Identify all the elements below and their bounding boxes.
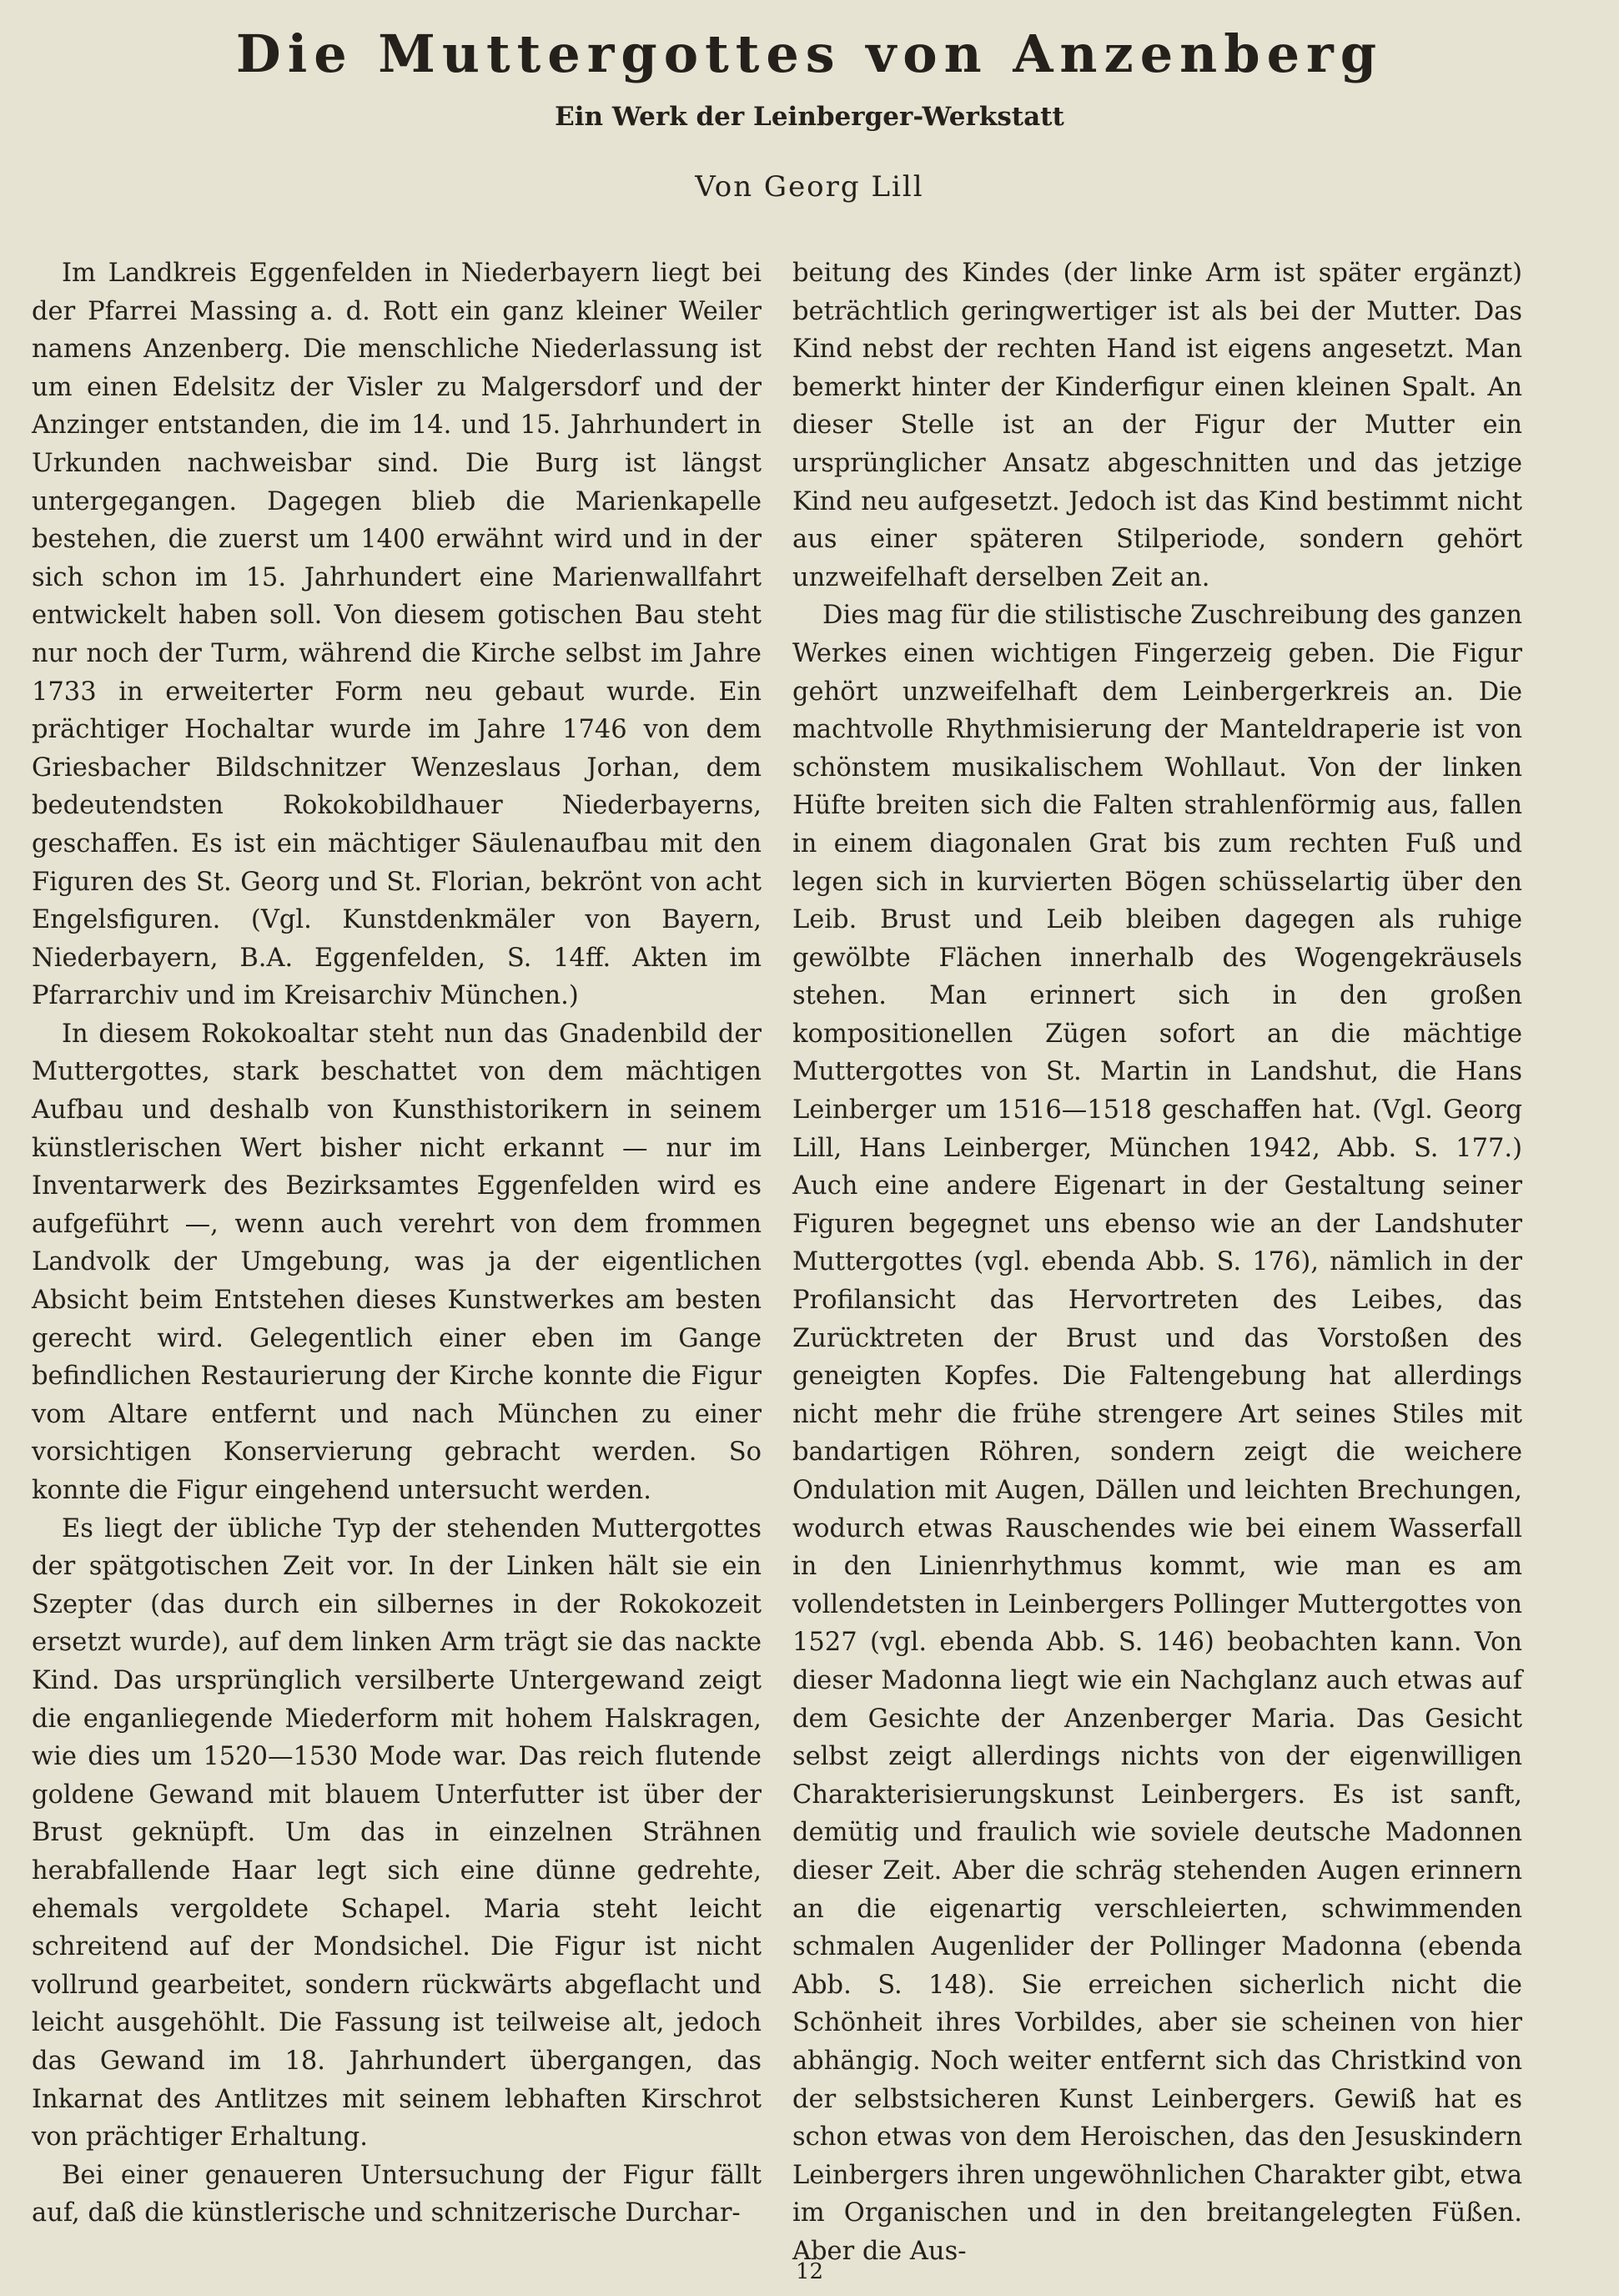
paragraph: Bei einer genaueren Untersuchung der Figur fällt auf, daß die künstlerische und schnitzerische Durchar- xyxy=(32,2160,762,2228)
paragraph: Es liegt der übliche Typ der stehenden Muttergottes der spätgotischen Zeit vor. In der Linken hält sie ein Szepter (das durch ein silbernes in der Rokokozeit ersetzt wurde), auf dem linken Arm trägt sie das nackte Kind. Das ursprünglich versilberte Untergewand zeigt die enganliegende Miederform mit hohem Halskragen, wie dies um 1520—1530 Mode war. Das reich flutende goldene Gewand mit blauem Unterfutter ist über der Brust geknüpft. Um das in einzelnen Strähnen herabfallende Haar legt sich eine dünne gedrehte, ehemals vergoldete Schapel. Maria steht leicht schreitend auf der Mondsichel. Die Figur ist nicht vollrund gearbeitet, sondern rückwärts abgeflacht und leicht ausgehöhlt. Die Fassung ist teilweise alt, jedoch das Gewand im 18. Jahrhundert übergangen, das Inkarnat des Antlitzes mit seinem lebhaften Kirschrot von prächtiger Erhaltung. xyxy=(32,1513,762,2152)
paragraph: In diesem Rokokoaltar steht nun das Gnadenbild der Muttergottes, stark beschattet von dem mächtigen Aufbau und deshalb von Kunsthistorikern in seinem künstlerischen Wert bisher nicht erkannt — nur im Inventarwerk des Bezirksamtes Eggenfelden wird es aufgeführt —, wenn auch verehrt von dem frommen Landvolk der Umgebung, was ja der eigentlichen Absicht beim Entstehen dieses Kunstwerkes am besten gerecht wird. Gelegentlich einer eben im Gange befindlichen Restaurierung der Kirche konnte die Figur vom Altare entfernt und nach München zu einer vorsichtigen Konservierung gebracht werden. So konnte die Figur eingehend untersucht werden. xyxy=(32,1019,762,1505)
right-column xyxy=(792,254,1522,2270)
article-byline: Von Georg Lill xyxy=(695,170,924,204)
left-column xyxy=(32,254,762,2233)
paragraph: Dies mag für die stilistische Zuschreibung des ganzen Werkes einen wichtigen Fingerzeig geben. Die Figur gehört unzweifelhaft dem Leinbergerkreis an. Die machtvolle Rhythmisierung der Manteldraperie ist von schönstem musikalischem Wohllaut. Von der linken Hüfte breiten sich die Falten strahlenförmig aus, fallen in einem diagonalen Grat bis zum rechten Fuß und legen sich in kurvierten Bögen schüsselartig über den Leib. Brust und Leib bleiben dagegen als ruhige gewölbte Flächen innerhalb des Wogengekräusels stehen. Man erinnert sich in den großen kompositionellen Zügen sofort an die mächtige Muttergottes von St. Martin in Landshut, die Hans Leinberger um 1516—1518 geschaffen hat. (Vgl. Georg Lill, Hans Leinberger, München 1942, Abb. S. 177.) Auch eine andere Eigenart in der Gestaltung seiner Figuren begegnet uns ebenso wie an der Landshuter Muttergottes (vgl. ebenda Abb. S. 176), nämlich in der Profilansicht das Hervortreten des Leibes, das Zurücktreten der Brust und das Vorstoßen des geneigten Kopfes. Die Faltengebung hat allerdings nicht mehr die frühe strengere Art seines Stiles mit bandartigen Röhren, sondern zeigt die weichere Ondulation mit Augen, Dällen und leichten Brechungen, wodurch etwas Rauschendes wie bei einem Wasserfall in den Linienrhythmus kommt, wie man es am vollendetsten in Leinbergers Pollinger Muttergottes von 1527 (vgl. ebenda Abb. S. 146) beobachten kann. Von dieser Madonna liegt wie ein Nachglanz auch etwas auf dem Gesichte der Anzenberger Maria. Das Gesicht selbst zeigt allerdings nichts von der eigenwilligen Charakterisierungskunst Leinbergers. Es ist sanft, demütig und fraulich wie soviele deutsche Madonnen dieser Zeit. Aber die schräg stehenden Augen erinnern an die eigenartig verschleierten, schwimmenden schmalen Augenlider der Pollinger Madonna (ebenda Abb. S. 148). Sie erreichen sicherlich nicht die Schönheit ihres Vorbildes, aber sie scheinen von hier abhängig. Noch weiter entfernt sich das Christkind von der selbstsicheren Kunst Leinbergers. Gewiß hat es schon etwas von dem Heroischen, das den Jesuskindern Leinbergers ihren ungewöhnlichen Charakter gibt, etwa im Organischen und in den breitangelegten Füßen. Aber die Aus- xyxy=(792,601,1522,2266)
paragraph: beitung des Kindes (der linke Arm ist später ergänzt) beträchtlich geringwertiger ist als bei der Mutter. Das Kind nebst der rechten Hand ist eigens angesetzt. Man bemerkt hinter der Kinderfigur einen kleinen Spalt. An dieser Stelle ist an der Figur der Mutter ein ursprünglicher Ansatz abgeschnitten und das jetzige Kind neu aufgesetzt. Jedoch ist das Kind bestimmt nicht aus einer späteren Stilperiode, sondern gehört unzweifelhaft derselben Zeit an. xyxy=(792,259,1522,592)
page-number: 12 xyxy=(795,2259,824,2284)
paragraph: Im Landkreis Eggenfelden in Niederbayern liegt bei der Pfarrei Massing a. d. Rott ein ganz kleiner Weiler namens Anzenberg. Die menschliche Niederlassung ist um einen Edelsitz der Visler zu Malgersdorf und der Anzinger entstanden, die im 14. und 15. Jahrhundert in Urkunden nachweisbar sind. Die Burg ist längst untergegangen. Dagegen blieb die Marienkapelle bestehen, die zuerst um 1400 erwähnt wird und in der sich schon im 15. Jahrhundert eine Marienwallfahrt entwickelt haben soll. Von diesem gotischen Bau steht nur noch der Turm, während die Kirche selbst im Jahre 1733 in erweiterter Form neu gebaut wurde. Ein prächtiger Hochaltar wurde im Jahre 1746 von dem Griesbacher Bildschnitzer Wenzeslaus Jorhan, dem bedeutendsten Rokokobildhauer Niederbayerns, geschaffen. Es ist ein mächtiger Säulenaufbau mit den Figuren des St. Georg und St. Florian, bekrönt von acht Engelsfiguren. (Vgl. Kunstdenkmäler von Bayern, Niederbayern, B.A. Eggenfelden, S. 14ff. Akten im Pfarrarchiv und im Kreisarchiv München.) xyxy=(32,259,762,1011)
article-subtitle: Ein Werk der Leinberger-Werkstatt xyxy=(555,102,1064,132)
article-title: Die Muttergottes von Anzenberg xyxy=(235,23,1384,84)
